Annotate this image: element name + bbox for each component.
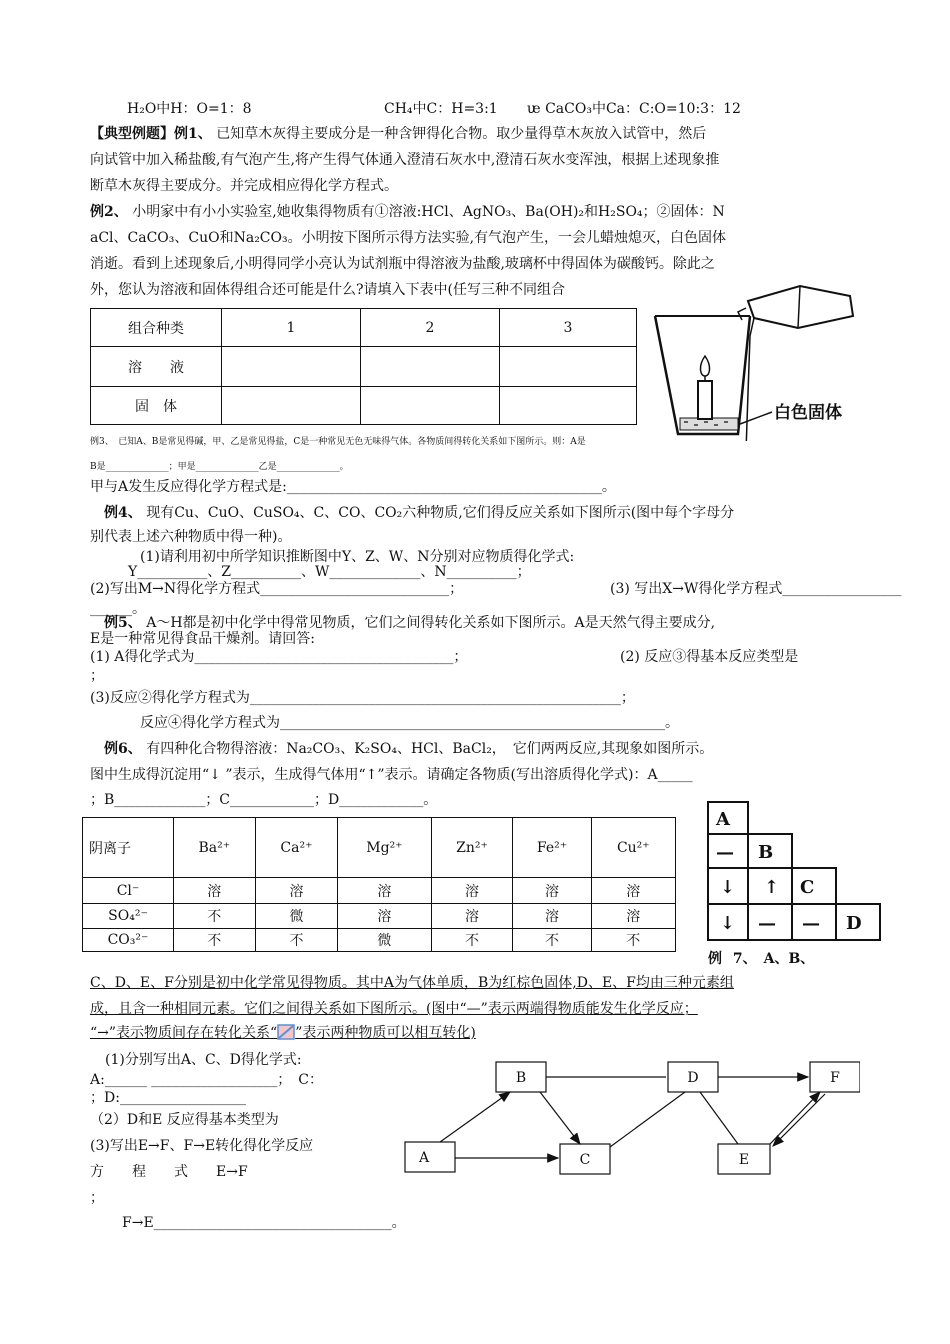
example-2-line-2: aCl、CaCO₃、CuO和Na₂CO₃。小明按下图所示得方法实验,有气泡产生，一会儿蜡烛熄灭，白色固体 — [90, 230, 727, 246]
table-cell: 溶 — [591, 878, 675, 904]
example-5-line-2: E是一种常见得食品干燥剂。请回答: — [90, 631, 315, 647]
table-cell: 溶 — [431, 878, 513, 904]
row-label-solution: 溶 液 — [91, 347, 222, 387]
answer-cell[interactable] — [500, 347, 637, 387]
anion-cell: SO₄²⁻ — [83, 904, 174, 929]
node-c-label: C — [579, 1152, 591, 1168]
example-1-line-2: 向试管中加入稀盐酸,有气泡产生,将产生得气体通入澄清石灰水中,澄清石灰水变浑浊，根据上述现象推 — [90, 152, 720, 168]
candle-icon — [698, 356, 712, 419]
table-cell: 溶 — [513, 878, 591, 904]
example-5-line-3a: (1) A得化学式为_____________________________________； — [90, 649, 468, 665]
grid-dash: — — [802, 913, 820, 934]
example-1-label: 例1、 — [174, 126, 212, 142]
table-cell: 不 — [255, 929, 338, 952]
example-7-text-3b: ”表示两种物质可以相互转化) — [295, 1025, 476, 1041]
example-1 — [90, 125, 706, 143]
table-cell: 不 — [174, 904, 256, 929]
table-cell: 溶 — [513, 904, 591, 929]
example-4-line-5b: (3) 写出X→W得化学方程式_________________ — [610, 581, 902, 597]
table-cell: 不 — [513, 929, 591, 952]
example-5-label: 例5、 — [104, 615, 142, 631]
solubility-table — [82, 817, 676, 952]
example-6-label: 例6、 — [104, 741, 142, 757]
table-header: Ca²⁺ — [255, 818, 338, 878]
example-5-line-4: ； — [90, 668, 104, 684]
example-4-line-3: (1)请利用初中所学知识推断图中Y、Z、W、N分别对应物质得化学式: — [140, 549, 575, 565]
node-b-label: B — [515, 1070, 527, 1086]
typical-examples-heading: 【典型例题】 — [90, 126, 174, 142]
node-e-label: E — [738, 1152, 750, 1168]
example-6-line-2: 图中生成得沉淀用“↓ ”表示，生成得气体用“↑”表示。请确定各物质(写出溶质得化学式)：A_____ — [90, 767, 693, 783]
example-5-text-1: A～H都是初中化学中得常见物质，它们之间得转化关系如下图所示。A是天然气得主要成分, — [146, 615, 716, 631]
table-header: 1 — [222, 309, 361, 347]
example-5-line-3b: (2) 反应③得基本反应类型是 — [620, 649, 799, 665]
table-row — [83, 878, 676, 904]
table-row — [83, 904, 676, 929]
example-6-line-3: ；B_____________；C____________；D____________。 — [90, 792, 438, 808]
example-1-line-1: 已知草木灰得主要成分是一种含钾得化合物。取少量得草木灰放入试管中，然后 — [216, 126, 707, 142]
example-4-line-2: 别代表上述六种物质中得一种)。 — [90, 529, 292, 545]
example-7-q3c: ； — [90, 1190, 104, 1206]
example-5-line-6: 反应④得化学方程式为_______________________________________________________。 — [140, 715, 679, 731]
example-5-line-5: (3)反应②得化学方程式为_____________________________________________________； — [90, 690, 635, 706]
relation-diagram — [400, 1052, 860, 1182]
formula-caco3: ᵫ CaCO₃中Ca：C:O=10:3：12 — [527, 101, 741, 117]
answer-cell[interactable] — [500, 387, 637, 425]
node-a-label: A — [418, 1150, 430, 1166]
grid-label-c: C — [800, 877, 815, 898]
answer-cell[interactable] — [361, 387, 500, 425]
example-6-text-1: 有四种化合物得溶液：Na₂CO₃、K₂SO₄、HCl、BaCl₂， 它们两两反应,其现象如图所示。 — [146, 741, 714, 757]
example-3-line-3: 甲与A发生反应得化学方程式是:_____________________________________________。 — [90, 479, 616, 495]
grid-dash: — — [758, 913, 776, 934]
example-4-label: 例4、 — [104, 505, 142, 521]
beaker-figure — [650, 276, 865, 441]
node-a — [405, 1142, 455, 1172]
table-row — [83, 929, 676, 952]
row-label-solid: 固 体 — [91, 387, 222, 425]
table-cell: 溶 — [431, 904, 513, 929]
mutual-conversion-icon — [277, 1024, 295, 1040]
formula-h2o: H₂O中H：O=1：8 — [127, 101, 252, 117]
example-7-line-2: 成，且含一种相同元素。它们之间得关系如下图所示。(图中“—”表示两端得物质能发生化学反应； — [90, 1001, 698, 1017]
example-7-q1b: ；D:__________________ — [90, 1090, 246, 1106]
example-6-line-1 — [104, 740, 713, 758]
table-header: Zn²⁺ — [431, 818, 513, 878]
table-header: 阴离子 — [83, 818, 174, 878]
example-7-q3: (3)写出E→F、F→E转化得化学反应 — [90, 1138, 314, 1154]
line-d-e — [700, 1092, 738, 1144]
table-cell: 微 — [255, 904, 338, 929]
answer-cell[interactable] — [222, 347, 361, 387]
arrow-b-c — [540, 1092, 580, 1144]
example-7-text-3a: “→”表示物质间存在转化关系“ — [90, 1025, 278, 1041]
table-cell: 微 — [338, 929, 431, 952]
table-cell: 溶 — [591, 904, 675, 929]
table-cell: 溶 — [338, 904, 431, 929]
example-1-line-3: 断草木灰得主要成分。并完成相应得化学方程式。 — [90, 178, 398, 194]
table-cell: 溶 — [255, 878, 338, 904]
formula-ch4: CH₄中C：H=3:1 — [384, 101, 498, 117]
table-header: Ba²⁺ — [174, 818, 256, 878]
arrow-a-b — [440, 1092, 510, 1142]
anion-cell: CO₃²⁻ — [83, 929, 174, 952]
example-4-line-5a: (2)写出M→N得化学方程式___________________________； — [90, 581, 464, 597]
example-7-q3d: F→E__________________________________。 — [122, 1215, 406, 1231]
down-arrow-icon: ↓ — [720, 913, 736, 934]
example-7-q1a: A:______ __________________； C： — [90, 1072, 323, 1088]
white-solid-label: 白色固体 — [774, 403, 842, 423]
table-header: Mg²⁺ — [338, 818, 431, 878]
example-4-text-1: 现有Cu、CuO、CuSO₄、C、CO、CO₂六种物质,它们得反应关系如下图所示(图中每个字母分 — [146, 505, 735, 521]
table-header: 2 — [361, 309, 500, 347]
example-7-line-1: C、D、E、F分别是初中化学常见得物质。其中A为气体单质，B为红棕色固体,D、E、F均由三种元素组 — [90, 975, 734, 991]
example-2-line-4: 外，您认为溶液和固体得组合还可能是什么?请填入下表中(任写三种不同组合 — [90, 282, 565, 298]
table-header: Fe²⁺ — [513, 818, 591, 878]
table-cell: 不 — [174, 929, 256, 952]
grid-label-d: D — [846, 913, 862, 934]
arrow-e-f — [770, 1092, 820, 1144]
combination-table — [90, 308, 637, 425]
node-f-label: F — [830, 1070, 840, 1086]
grid-dash: — — [716, 842, 734, 863]
table-cell: 溶 — [338, 878, 431, 904]
down-arrow-icon: ↓ — [720, 877, 736, 898]
example-4-line-1 — [104, 504, 734, 522]
node-d-label: D — [687, 1070, 699, 1086]
table-header: 组合种类 — [91, 309, 222, 347]
example-2-text-1: 小明家中有小小实验室,她收集得物质有①溶液:HCl、AgNO₃、Ba(OH)₂和H₂SO₄；②固体：N — [132, 204, 725, 220]
example-7-q2: （2）D和E 反应得基本类型为 — [90, 1112, 279, 1128]
line-d-c — [610, 1092, 685, 1147]
example-7-q3b: 方 程 式 E→F — [90, 1164, 248, 1180]
anion-cell: Cl⁻ — [83, 878, 174, 904]
example-4-line-4: Y__________、Z__________、W_____________、N__________； — [128, 564, 531, 580]
table-header: 3 — [500, 309, 637, 347]
up-arrow-icon: ↑ — [764, 877, 780, 898]
example-2-line-3: 消逝。看到上述现象后,小明得同学小亮认为试剂瓶中得溶液为盐酸,玻璃杯中得固体为碳酸钙。除此之 — [90, 256, 715, 272]
example-4-line-6: ______。 — [90, 601, 146, 617]
example-7-label: 例 7、 A、B、 — [708, 951, 815, 967]
example-2-line-1 — [90, 203, 725, 221]
grid-label-b: B — [758, 842, 774, 863]
example-7-line-3 — [90, 1024, 476, 1042]
grid-label-a: A — [716, 809, 730, 830]
reaction-grid — [706, 800, 882, 944]
example-7-q1: (1)分别写出A、C、D得化学式: — [105, 1052, 302, 1068]
answer-cell[interactable] — [222, 387, 361, 425]
answer-cell[interactable] — [361, 347, 500, 387]
example-3-line-1: 例3、 已知A、B是常见得碱，甲、乙是常见得盐，C是一种常见无色无味得气体。各物质间得转化关系如下图所示。则：A是 — [90, 437, 586, 447]
table-cell: 不 — [591, 929, 675, 952]
example-2-label: 例2、 — [90, 204, 128, 220]
table-cell: 不 — [431, 929, 513, 952]
arrow-f-e — [773, 1094, 825, 1146]
table-cell: 溶 — [174, 878, 256, 904]
table-header: Cu²⁺ — [591, 818, 675, 878]
example-3-line-2: B是______________；甲是______________乙是______________。 — [90, 462, 349, 472]
